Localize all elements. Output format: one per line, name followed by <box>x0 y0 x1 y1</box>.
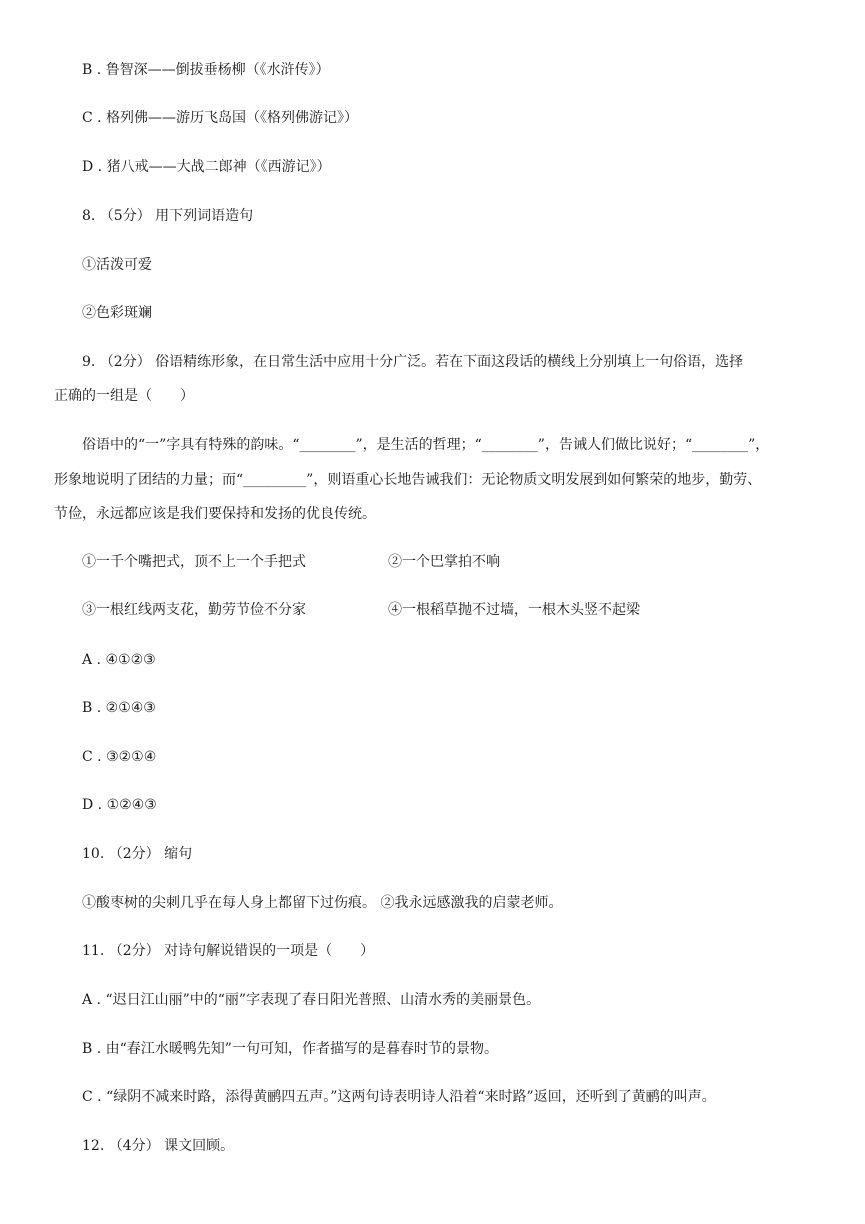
proverb-3: ③一根红线两支花，勤劳节俭不分家 <box>82 602 306 618</box>
option-b[interactable]: B . 鲁智深——倒拔垂杨柳（《水浒传》） <box>82 62 330 78</box>
q11-option-c[interactable]: C . “绿阴不减来时路，添得黄鹂四五声。”这两句诗表明诗人沿着“来时路”返回，还听到了黄鹂的叫声。 <box>82 1089 716 1105</box>
question-10-stem: 10. （2分） 缩句 <box>82 846 193 862</box>
q9-passage-line-3: 节俭，永远都应该是我们要保持和发扬的优良传统。 <box>54 506 376 522</box>
q8-item-2: ②色彩斑斓 <box>82 305 152 321</box>
proverb-1: ①一千个嘴把式，顶不上一个手把式 <box>82 554 306 570</box>
proverb-4: ④一根稻草抛不过墙，一根木头竖不起梁 <box>388 602 640 618</box>
question-9-stem-line-1: 9. （2分） 俗语精练形象，在日常生活中应用十分广泛。若在下面这段话的横线上分别填上一句俗语，选择 <box>82 354 744 370</box>
q9-option-d[interactable]: D . ①②④③ <box>82 797 157 813</box>
q9-option-a[interactable]: A . ④①②③ <box>82 652 156 668</box>
proverb-2: ②一个巴掌拍不响 <box>388 554 500 570</box>
q11-option-b[interactable]: B . 由“春江水暖鸭先知”一句可知，作者描写的是暮春时节的景物。 <box>82 1041 498 1057</box>
question-9-stem-line-2: 正确的一组是（ ） <box>54 388 194 404</box>
question-11-stem: 11. （2分） 对诗句解说错误的一项是（ ） <box>82 943 375 959</box>
question-12-stem: 12. （4分） 课文回顾。 <box>82 1138 235 1154</box>
q9-passage-line-1: 俗语中的“一”字具有特殊的韵味。“________”，是生活的哲理；“________”，告诫人们做比说好；“________”， <box>82 437 770 453</box>
q11-option-a[interactable]: A . “迟日江山丽”中的“丽”字表现了春日阳光普照、山清水秀的美丽景色。 <box>82 992 541 1008</box>
q10-body: ①酸枣树的尖刺几乎在每人身上都留下过伤痕。 ②我永远感激我的启蒙老师。 <box>82 895 563 911</box>
q9-passage-line-2: 形象地说明了团结的力量；而“_________”，则语重心长地告诫我们：无论物质文明发展到如何繁荣的地步，勤劳、 <box>54 472 762 488</box>
option-c[interactable]: C . 格列佛——游历飞岛国（《格列佛游记》） <box>82 110 359 126</box>
option-d[interactable]: D . 猪八戒——大战二郎神（《西游记》） <box>82 159 331 175</box>
q9-option-c[interactable]: C . ③②①④ <box>82 749 157 765</box>
q9-option-b[interactable]: B . ②①④③ <box>82 700 156 716</box>
q8-item-1: ①活泼可爱 <box>82 257 152 273</box>
question-8-stem: 8. （5分） 用下列词语造句 <box>82 208 254 224</box>
